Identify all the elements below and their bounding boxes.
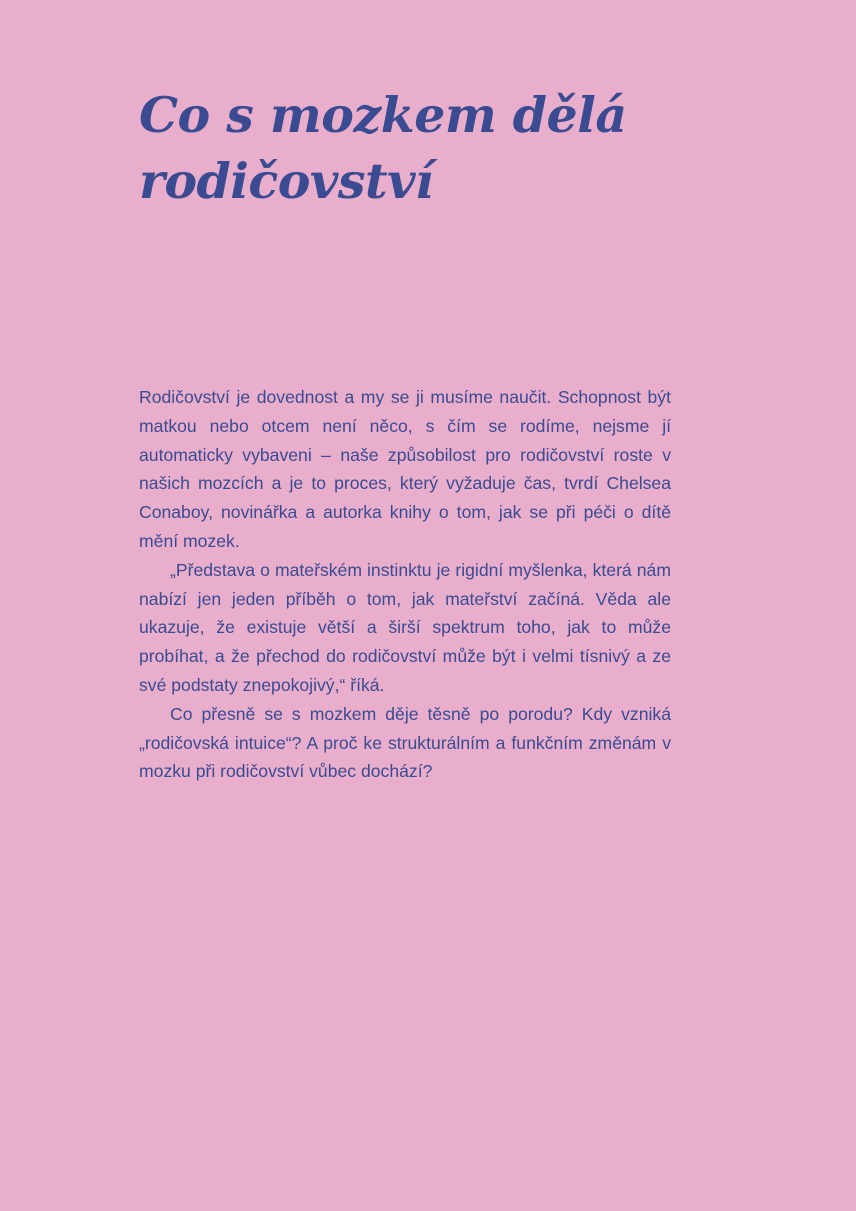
paragraph-1: Rodičovství je dovednost a my se ji musíme naučit. Schopnost být matkou nebo otcem není něco, s čím se rodíme, nejsme jí automaticky vybaveni – naše způsobilost pro rodičovství roste v našich mozcích a je to proces, který vyžaduje čas, tvrdí Chelsea Conaboy, novinářka a autorka knihy o tom, jak se při péči o dítě mění mozek. [139,387,671,551]
title-line-2: rodičovství [139,152,434,210]
paragraph-3: Co přesně se s mozkem děje těsně po porodu? Kdy vzniká „rodičovská intuice“? A proč ke strukturálním a funkčním změnám v mozku při rodičovství vůbec dochází? [139,703,671,782]
page-title [139,82,699,214]
paragraph-2: „Představa o mateřském instinktu je rigidní myšlenka, která nám nabízí jen jeden příběh o tom, jak mateřství začíná. Věda ale ukazuje, že existuje větší a širší spektrum toho, jak to může probíhat, a že přechod do rodičovství může být i velmi tísnivý a ze své podstaty znepokojivý,“ říká. [139,559,671,695]
title-line-1: Co s mozkem dělá [139,86,627,144]
article-body [139,383,671,786]
